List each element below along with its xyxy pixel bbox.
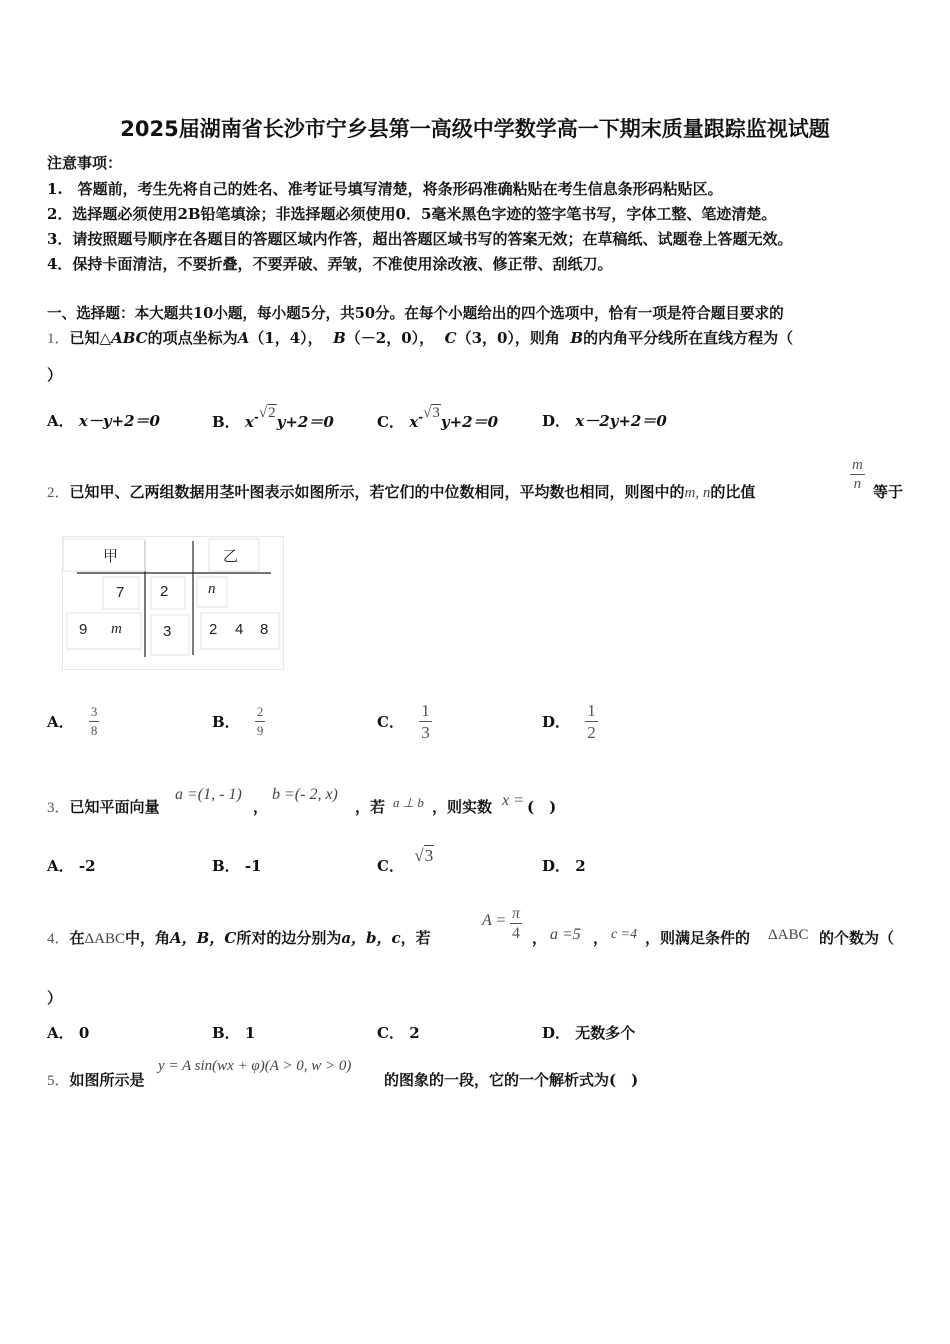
q3-perp: a ⊥ b [393, 795, 424, 810]
stem-leaf-lines [63, 537, 283, 669]
stem-row1: 2 [160, 583, 169, 600]
header-yi: 乙 [223, 548, 239, 565]
q2-option-d[interactable] [542, 700, 598, 743]
q1-point-b-coord: （－2，0）， [345, 329, 435, 347]
q4-angles: A，B，C [170, 929, 237, 947]
q1-text-b: 的项点坐标为 [147, 329, 238, 347]
option-label: C． [377, 413, 404, 431]
fraction-denominator: 9 [256, 723, 264, 738]
leaf-row2-left-a: 9 [79, 621, 88, 638]
option-radicand: 3 [432, 405, 440, 421]
leaf-row1-left: 7 [116, 584, 125, 601]
q4-option-b[interactable] [212, 1022, 255, 1043]
q3-option-b[interactable] [212, 855, 262, 876]
option-label: C． [377, 713, 404, 731]
q4-a-value: a =5 [550, 926, 581, 943]
q4-text-e: ，则满足条件的 [645, 929, 751, 947]
option-label: B． [212, 1024, 240, 1042]
q1-option-c[interactable] [377, 405, 499, 432]
q4-pi-over-4 [510, 904, 522, 943]
sqrt-symbol: √3 [423, 405, 440, 421]
q4-option-a[interactable] [47, 1022, 89, 1043]
q1-option-d[interactable] [542, 410, 667, 431]
q1-option-a[interactable] [47, 410, 160, 431]
leaf-row2-left-b: m [111, 621, 122, 637]
q1-text-a: 已知△ [69, 329, 112, 347]
option-x: x [409, 413, 419, 431]
notice-item-4: 4．保持卡面清洁，不要折叠，不要弄破、弄皱，不准使用涂改液、修正带、刮纸刀。 [47, 255, 613, 273]
option-text: 2 [409, 1024, 420, 1042]
stem-leaf-figure [62, 536, 284, 670]
fraction-denominator: 4 [512, 925, 520, 942]
q4-triangle-2: ΔABC [768, 927, 809, 943]
page-title: 2025届湖南省长沙市宁乡县第一高级中学数学高一下期末质量跟踪监视试题 [120, 117, 830, 141]
q1-point-c-coord: （3，0），则角 [456, 329, 560, 347]
leaf-row1-right: n [208, 581, 216, 597]
question-2 [47, 481, 755, 502]
question-number: 2． [47, 485, 70, 501]
q2-text-a: 已知甲、乙两组数据用茎叶图表示如图所示，若它们的中位数相同，平均数也相同，则图中的 [69, 483, 685, 501]
fraction-numerator: 3 [89, 703, 100, 722]
q2-text-b: 的比值 [710, 483, 756, 501]
option-label: B． [212, 857, 240, 875]
notice-item-3: 3．请按照题号顺序在各题目的答题区域内作答，超出答题区域书写的答案无效；在草稿纸、试题卷上答题无效。 [47, 230, 793, 248]
sqrt-symbol: √2 [258, 405, 276, 421]
q4-text-f: 的个数为（ [819, 929, 895, 947]
q4-text-d: ，若 [400, 929, 431, 947]
option-text: 1 [244, 1024, 256, 1042]
question-number: 5． [47, 1073, 70, 1089]
q1-point-a: A [237, 329, 250, 347]
q1-point-b: B [333, 329, 346, 347]
q3-paren: ( ) [527, 798, 557, 816]
fraction-numerator: 1 [421, 701, 430, 720]
q4-text-a: 在 [69, 929, 85, 947]
q4-triangle: ΔABC [84, 931, 126, 947]
option-radicand: 2 [268, 405, 276, 421]
q4-option-c[interactable] [377, 1022, 420, 1043]
q5-formula: y = A sin(wx + φ)(A > 0, w > 0) [158, 1058, 352, 1074]
option-minus: - [418, 410, 424, 424]
option-label: D． [542, 412, 571, 430]
q1-angle-b: B [570, 329, 584, 347]
q4-sides: a，b，c [341, 929, 401, 947]
option-minus: - [253, 410, 259, 424]
q2-ratio-fraction [850, 456, 865, 493]
q3-vector-a: a =(1, - 1) [175, 786, 242, 803]
fraction-numerator: π [512, 905, 521, 922]
q3-text-b: ，若 [355, 798, 386, 816]
q4-a-eq: A = [482, 912, 507, 929]
option-text: y+2＝0 [276, 413, 334, 431]
q1-close-paren: ） [47, 366, 63, 384]
option-label: C． [377, 857, 404, 875]
q2-text-c: 等于 [873, 483, 904, 501]
q2-mn: m, n [684, 485, 711, 501]
option-text: -1 [244, 857, 262, 875]
option-text: y+2＝0 [440, 413, 499, 431]
question-number: 1． [47, 331, 70, 347]
q1-text-c: 的内角平分线所在直线方程为（ [583, 329, 794, 347]
q1-point-a-coord: （1，4）， [249, 329, 323, 347]
option-label: B． [212, 413, 240, 431]
stem-row2: 3 [163, 623, 172, 640]
header-jia: 甲 [103, 548, 119, 565]
notice-item-2: 2．选择题必须使用2B铅笔填涂；非选择题必须使用0．5毫米黑色字迹的签字笔书写，字体工整、笔迹清楚。 [47, 205, 777, 223]
option-x: x [244, 413, 254, 431]
q2-option-b[interactable] [212, 703, 265, 740]
option-text: 0 [78, 1024, 90, 1042]
option-label: A． [47, 713, 74, 731]
option-label: D． [542, 713, 571, 731]
q4-option-d[interactable] [542, 1022, 635, 1043]
leaf-row2-right-a: 2 [209, 621, 218, 638]
fraction-denominator: 2 [587, 723, 596, 742]
option-text: -2 [78, 857, 96, 875]
section-heading: 一、选择题：本大题共10小题，每小题5分，共50分。在每个小题给出的四个选项中，恰有一项是符合题目要求的 [47, 305, 784, 322]
leaf-row2-right-b: 4 [235, 621, 244, 638]
question-number: 3． [47, 800, 70, 816]
option-label: B． [212, 713, 240, 731]
option-label: A． [47, 1024, 74, 1042]
fraction-numerator: 2 [255, 703, 266, 722]
q1-abc: ABC [111, 329, 148, 347]
q2-option-a[interactable] [47, 703, 99, 740]
q3-option-c[interactable] [377, 846, 434, 876]
q5-text-a: 如图所示是 [69, 1071, 145, 1089]
q1-point-c: C [444, 329, 457, 347]
question-5 [47, 1069, 145, 1090]
notice-item-1: 1. 答题前，考生先将自己的姓名、准考证号填写清楚，将条形码准确粘贴在考生信息条形码粘贴区。 [47, 180, 723, 198]
fraction-numerator: 1 [587, 701, 596, 720]
q4-close-paren: ） [47, 989, 63, 1007]
option-text: 无数多个 [575, 1024, 636, 1042]
option-label: A． [47, 857, 74, 875]
q3-text-a: 已知平面向量 [69, 798, 160, 816]
q3-option-d[interactable] [542, 855, 586, 876]
notice-heading: 注意事项： [47, 154, 123, 172]
sqrt-symbol: √3 [414, 846, 434, 865]
option-label: C． [377, 1024, 404, 1042]
fraction-denominator: n [853, 476, 862, 492]
q2-option-c[interactable] [377, 700, 432, 743]
leaf-row2-right-c: 8 [260, 621, 269, 638]
question-1 [47, 327, 793, 348]
option-text: 2 [575, 857, 586, 875]
option-label: A． [47, 412, 74, 430]
q4-text-c: 所对的边分别为 [236, 929, 342, 947]
question-4 [47, 927, 431, 948]
q3-comma: ， [253, 798, 269, 816]
q3-vector-b: b =(- 2, x) [272, 786, 338, 803]
fraction-numerator: m [852, 457, 863, 473]
q5-text-b: 的图象的一段，它的一个解析式为( ) [384, 1071, 639, 1089]
q3-x-eq: x = [502, 792, 524, 809]
q4-c-value: c =4 [611, 927, 638, 942]
q3-text-c: ，则实数 [432, 798, 493, 816]
fraction-denominator: 8 [90, 723, 98, 738]
option-text: x－2y+2＝0 [575, 412, 667, 430]
option-text: x－y+2＝0 [78, 412, 160, 430]
q4-text-b: 中，角 [125, 929, 171, 947]
question-number: 4． [47, 931, 70, 947]
option-radicand: 3 [424, 846, 434, 865]
option-label: D． [542, 857, 571, 875]
fraction-denominator: 3 [421, 723, 430, 742]
question-3 [47, 796, 160, 817]
q3-option-a[interactable] [47, 855, 96, 876]
q1-option-b[interactable] [212, 405, 334, 432]
option-label: D． [542, 1024, 571, 1042]
